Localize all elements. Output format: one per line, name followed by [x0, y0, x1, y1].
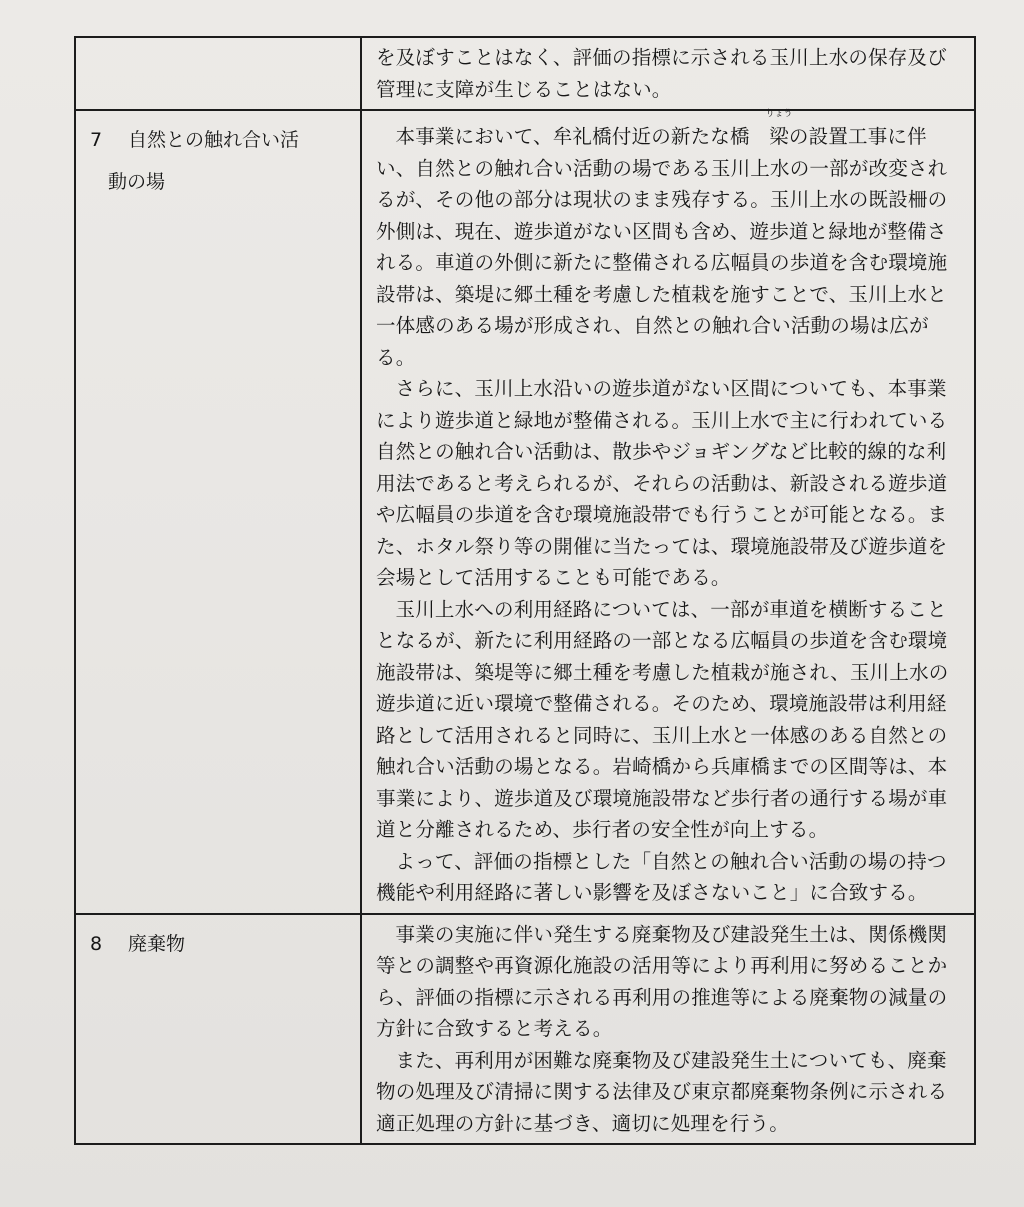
label-cell	[75, 110, 361, 914]
ruby-reading: りょう	[765, 109, 793, 119]
body-cell	[361, 914, 975, 1145]
item-number: 8	[90, 932, 103, 955]
paragraph: を及ぼすことはなく、評価の指標に示される玉川上水の保存及び管理に支障が生じることはない。	[376, 46, 947, 101]
paragraph: 事業の実施に伴い発生する廃棄物及び建設発生土は、関係機関等との調整や再資源化施設の活用等により再利用に努めることから、評価の指標に示される再利用の推進等による廃棄物の減量の方針に合致すると考える。	[376, 922, 948, 1040]
item-number: 7	[90, 129, 103, 151]
label-cell-empty	[75, 37, 361, 110]
paragraph-text: 本事業において、牟礼橋付近の新たな橋	[395, 125, 750, 148]
label-cell	[75, 914, 361, 1145]
paragraph: また、再利用が困難な廃棄物及び建設発生土についても、廃棄物の処理及び清掃に関する法律及び東京都廃棄物条例に示される適正処理の方針に基づき、適切に処理を行う。	[376, 1048, 948, 1135]
paragraph: さらに、玉川上水沿いの遊歩道がない区間についても、本事業により遊歩道と緑地が整備される。玉川上水で主に行われている自然との触れ合い活動は、散歩やジョギングなど比較的線的な利用法であると考えられるが、それらの活動は、新設される遊歩道や広幅員の歩道を含む環境施設帯でも行うことが可能となる。また、ホタル祭り等の開催に当たっては、環境施設帯及び遊歩道を会場として活用することも可能である。	[376, 377, 948, 589]
table-row	[75, 37, 975, 110]
paragraph-text: の設置工事に伴い、自然との触れ合い活動の場である玉川上水の一部が改変されるが、その他の部分は現状のまま残存する。玉川上水の既設柵の外側は、現在、遊歩道がない区間も含め、遊歩道と緑地が整備される。車道の外側に新たに整備される広幅員の歩道を含む環境施設帯は、築堤に郷土種を考慮した植栽を施すことで、玉川上水と一体感のある場が形成され、自然との触れ合い活動の場は広がる。	[376, 125, 948, 369]
item-label-line2: 動の場	[108, 171, 166, 193]
item-label-line1: 廃棄物	[128, 932, 186, 955]
ruby-word	[750, 109, 793, 153]
item-label-line1: 自然との触れ合い活	[128, 129, 300, 151]
assessment-table	[74, 36, 976, 1145]
paragraph: よって、評価の指標とした「自然との触れ合い活動の場の持つ機能や利用経路に著しい影響を及ぼさないこと」に合致する。	[376, 849, 947, 904]
ruby-base: 梁	[769, 125, 789, 148]
body-cell	[361, 110, 975, 914]
table-row	[75, 110, 975, 914]
table-row	[75, 914, 975, 1145]
paragraph	[376, 109, 966, 373]
body-cell	[361, 37, 975, 110]
paragraph: 玉川上水への利用経路については、一部が車道を横断することとなるが、新たに利用経路の一部となる広幅員の歩道を含む環境施設帯は、築堤等に郷土種を考慮した植栽が施され、玉川上水の遊歩道に近い環境で整備される。そのため、環境施設帯は利用経路として活用されると同時に、玉川上水と一体感のある自然との触れ合い活動の場となる。岩崎橋から兵庫橋までの区間等は、本事業により、遊歩道及び環境施設帯など歩行者の通行する場が車道と分離されるため、歩行者の安全性が向上する。	[376, 597, 949, 841]
